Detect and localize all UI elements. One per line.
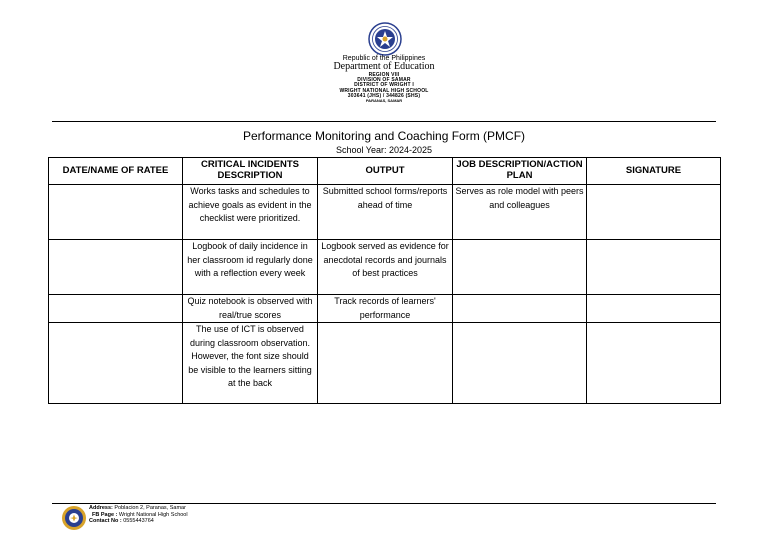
table-cell <box>49 240 183 295</box>
school-logo-icon <box>61 505 87 531</box>
pmcf-table <box>48 157 721 404</box>
table-cell <box>453 295 587 323</box>
table-row <box>49 323 721 404</box>
table-cell <box>49 295 183 323</box>
school-year: School Year: 2024-2025 <box>335 145 433 155</box>
column-header-output: OUTPUT <box>318 158 453 185</box>
table-cell <box>587 185 721 240</box>
table-cell <box>453 323 587 404</box>
table-cell: Logbook of daily incidence in her classroom id regularly done with a reflection every week <box>183 240 318 295</box>
table-cell <box>49 185 183 240</box>
footer-divider <box>52 503 716 504</box>
table-cell: Submitted school forms/reports ahead of time <box>318 185 453 240</box>
table-cell <box>587 240 721 295</box>
table-cell: The use of ICT is observed during classroom observation. However, the font size should be visible to the learners sitting at the back <box>183 323 318 404</box>
division-line: DIVISION OF SAMAR <box>357 77 411 84</box>
deped-seal-icon <box>368 22 402 56</box>
table-cell: Works tasks and schedules to achieve goals as evident in the checklist were prioritized. <box>183 185 318 240</box>
column-header-ratee: DATE/NAME OF RATEE <box>49 158 183 185</box>
column-header-job-description: JOB DESCRIPTION/ACTION PLAN <box>453 158 587 185</box>
table-cell: Serves as role model with peers and colleagues <box>453 185 587 240</box>
district-line: DISTRICT OF WRIGHT I <box>354 82 414 89</box>
department-line: Department of Education <box>333 61 435 73</box>
table-cell: Logbook served as evidence for anecdotal records and journals of best practices <box>318 240 453 295</box>
footer-address: Address: Poblacion 2, Paranas, Samar <box>89 505 186 511</box>
table-header-row <box>49 158 721 185</box>
column-header-incidents: CRITICAL INCIDENTS DESCRIPTION <box>183 158 318 185</box>
footer-contact-number: Contact No : 0555443764 <box>89 518 154 525</box>
region-line: REGION VIII <box>368 71 400 78</box>
school-name-line: WRIGHT NATIONAL HIGH SCHOOL <box>339 87 429 94</box>
column-header-signature: SIGNATURE <box>587 158 721 185</box>
table-row <box>49 295 721 323</box>
table-cell: Quiz notebook is observed with real/true scores <box>183 295 318 323</box>
table-row <box>49 185 721 240</box>
table-cell <box>587 323 721 404</box>
table-cell: Track records of learners' performance <box>318 295 453 323</box>
table-row <box>49 240 721 295</box>
table-cell <box>49 323 183 404</box>
school-ids-line: 303641 (JHS) / 344826 (SHS) <box>347 92 421 99</box>
table-cell <box>318 323 453 404</box>
footer-fb-page: FB Page : Wright National High School <box>92 511 188 518</box>
republic-line: Republic of the Philippines <box>342 55 426 62</box>
location-line: PARANAS, SAMAR <box>365 98 403 104</box>
table-cell <box>587 295 721 323</box>
form-title: Performance Monitoring and Coaching Form (PMCF) <box>242 129 526 143</box>
header-divider <box>52 121 716 122</box>
letterhead <box>284 55 484 103</box>
footer-contact <box>89 505 188 525</box>
table-cell <box>453 240 587 295</box>
